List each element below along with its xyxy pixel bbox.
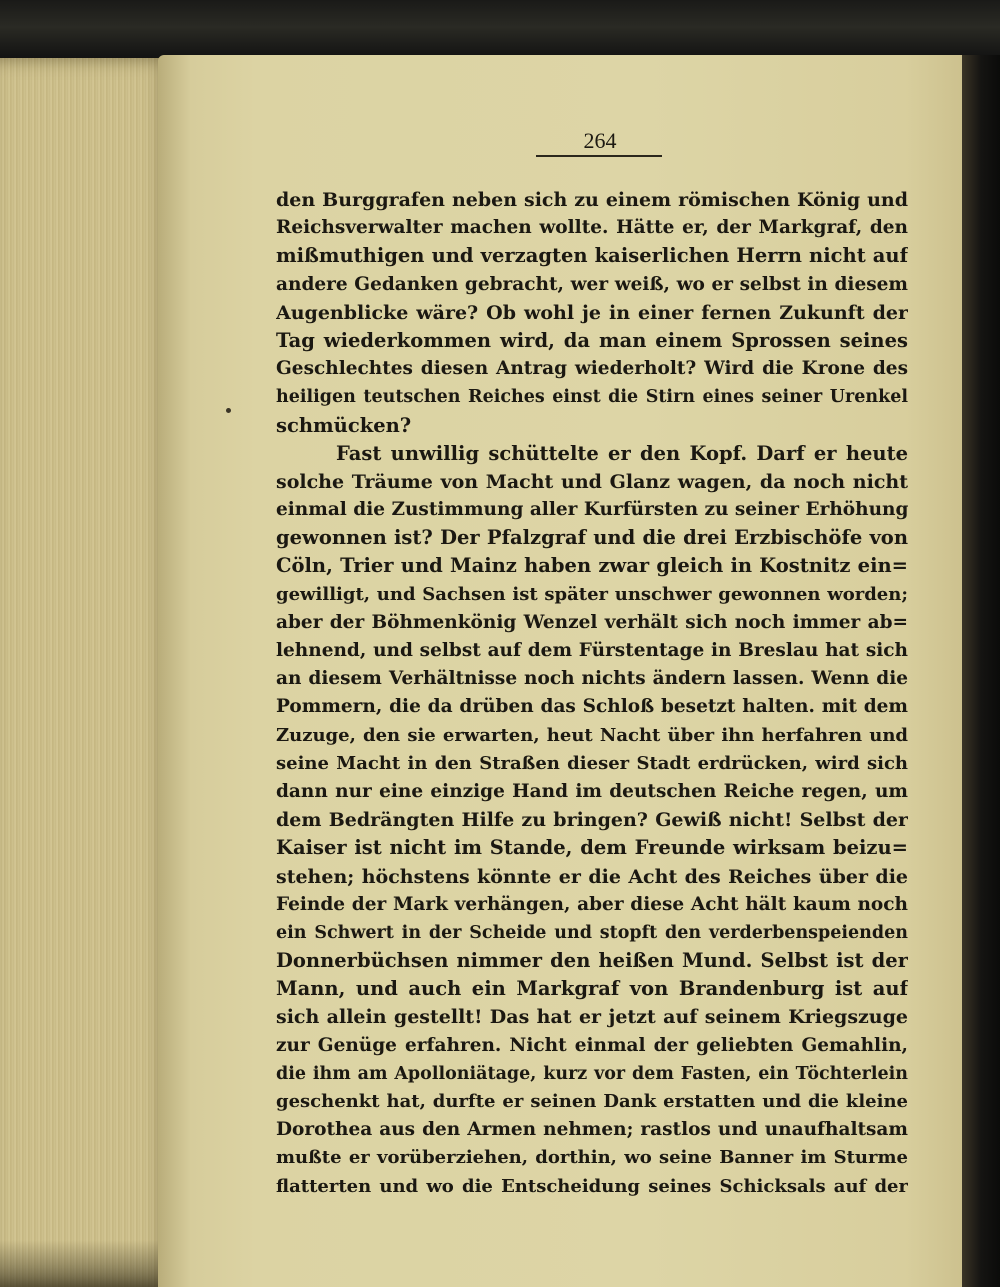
text-line: ein Schwert in der Scheide und stopft den verderbenspeienden bbox=[276, 922, 908, 943]
text-line: sich allein gestellt! Das hat er jetzt auf seinem Kriegszuge bbox=[276, 1006, 908, 1029]
text-line: geschenkt hat, durfte er seinen Dank erstatten und die kleine bbox=[276, 1091, 908, 1112]
text-line: heiligen teutschen Reiches einst die Stirn eines seiner Urenkel bbox=[276, 387, 908, 408]
text-line: Donnerbüchsen nimmer den heißen Mund. Selbst ist der bbox=[276, 949, 908, 973]
book-right-edge bbox=[962, 55, 1000, 1287]
text-line: einmal die Zustimmung aller Kurfürsten zu seiner Erhöhung bbox=[276, 499, 908, 521]
text-line: aber der Böhmenkönig Wenzel verhält sich noch immer ab= bbox=[276, 611, 908, 633]
text-line: Tag wiederkommen wird, da man einem Sprossen seines bbox=[276, 328, 908, 352]
text-line: Cöln, Trier und Mainz haben zwar gleich in Kostnitz ein= bbox=[276, 554, 908, 578]
text-line: schmücken? bbox=[276, 413, 412, 437]
text-line: stehen; höchstens könnte er die Acht des Reiches über die bbox=[276, 865, 908, 888]
text-line: flatterten und wo die Entscheidung seines Schicksals auf der bbox=[276, 1175, 908, 1197]
text-line: die ihm am Apolloniätage, kurz vor dem Fasten, ein Töchterlein bbox=[276, 1063, 908, 1084]
text-line: den Burggrafen neben sich zu einem römischen König und bbox=[276, 189, 908, 211]
text-line: Feinde der Mark verhängen, aber diese Acht hält kaum noch bbox=[276, 893, 908, 915]
text-line: zur Genüge erfahren. Nicht einmal der geliebten Gemahlin, bbox=[276, 1034, 908, 1056]
book-spine-edge bbox=[0, 0, 1000, 60]
text-line: Kaiser ist nicht im Stande, dem Freunde wirksam beizu= bbox=[276, 836, 908, 860]
text-line: seine Macht in den Straßen dieser Stadt erdrücken, wird sich bbox=[276, 752, 908, 774]
text-line: Fast unwillig schüttelte er den Kopf. Darf er heute bbox=[336, 441, 908, 465]
text-line: Geschlechtes diesen Antrag wiederholt? Wird die Krone des bbox=[276, 358, 908, 380]
text-line: dann nur eine einzige Hand im deutschen Reiche regen, um bbox=[276, 780, 908, 802]
text-line: an diesem Verhältnisse noch nichts ändern lassen. Wenn die bbox=[276, 668, 908, 690]
text-line: gewilligt, und Sachsen ist später unschwer gewonnen worden; bbox=[276, 583, 908, 605]
text-line: Pommern, die da drüben das Schloß besetzt halten. mit dem bbox=[276, 696, 908, 718]
text-line: Zuzuge, den sie erwarten, heut Nacht über ihn herfahren und bbox=[276, 724, 908, 746]
page-stack bbox=[0, 58, 175, 1287]
text-line: solche Träume von Macht und Glanz wagen, da noch nicht bbox=[276, 470, 908, 493]
page-number: 264 bbox=[583, 128, 617, 153]
text-line: mißmuthigen und verzagten kaiserlichen Herrn nicht auf bbox=[276, 244, 908, 268]
text-line: andere Gedanken gebracht, wer weiß, wo er selbst in diesem bbox=[276, 273, 908, 295]
header-rule bbox=[536, 155, 662, 157]
text-line: Mann, und auch ein Markgraf von Brandenburg ist auf bbox=[276, 977, 908, 1001]
text-line: gewonnen ist? Der Pfalzgraf und die drei Erzbischöfe von bbox=[276, 526, 908, 550]
text-line: Reichsverwalter machen wollte. Hätte er, der Markgraf, den bbox=[276, 217, 908, 239]
text-line: Augenblicke wäre? Ob wohl je in einer fernen Zukunft der bbox=[276, 301, 908, 324]
body-text bbox=[276, 186, 908, 1201]
text-line: lehnend, und selbst auf dem Fürstentage in Breslau hat sich bbox=[276, 640, 908, 661]
text-line: dem Bedrängten Hilfe zu bringen? Gewiß nicht! Selbst der bbox=[276, 809, 908, 832]
ink-speck bbox=[226, 408, 231, 413]
text-line: Dorothea aus den Armen nehmen; rastlos und unaufhaltsam bbox=[276, 1119, 908, 1141]
text-line: mußte er vorüberziehen, dorthin, wo seine Banner im Sturme bbox=[276, 1147, 908, 1169]
page-stack-shadow bbox=[0, 1240, 175, 1287]
